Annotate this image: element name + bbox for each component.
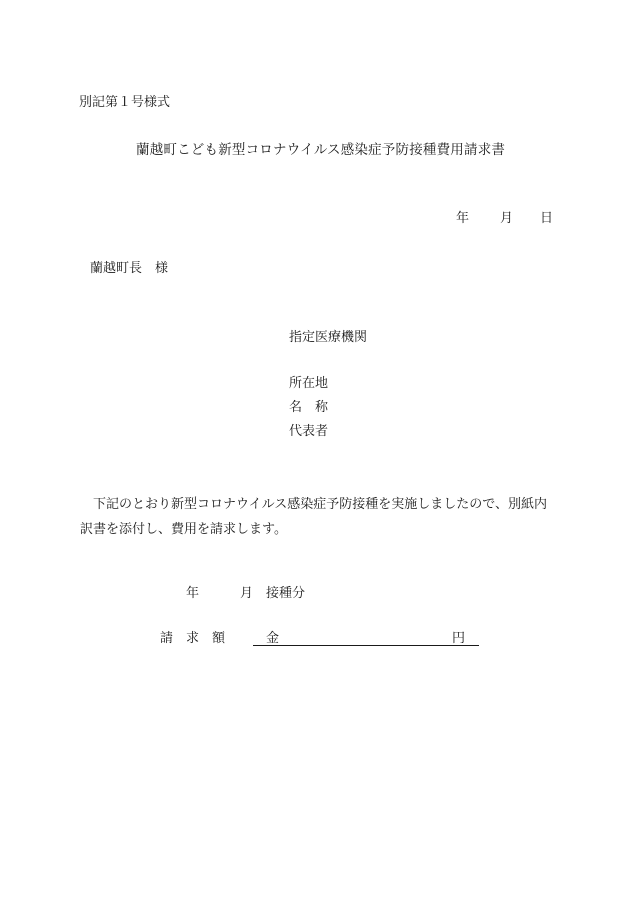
period-suffix: 接種分	[266, 586, 306, 601]
claim-amount-suffix: 円	[452, 631, 466, 646]
name-label: 名 称	[289, 400, 329, 415]
period-month-label: 月	[240, 586, 254, 601]
representative-label: 代表者	[289, 424, 329, 439]
addressee: 蘭越町長 様	[90, 261, 169, 276]
address-label: 所在地	[289, 376, 329, 391]
date-month-label: 月	[500, 211, 514, 226]
institution-heading: 指定医療機関	[289, 330, 368, 345]
claim-amount-underline	[253, 645, 479, 646]
claim-amount-label: 請 求 額	[160, 631, 226, 646]
date-day-label: 日	[540, 211, 554, 226]
document-title: 蘭越町こども新型コロナウイルス感染症予防接種費用請求書	[136, 142, 506, 158]
period-year-label: 年	[186, 586, 200, 601]
body-text: 下記のとおり新型コロナウイルス感染症予防接種を実施しましたので、別紙内訳書を添付し、費用を請求します。	[80, 497, 547, 537]
claim-amount-prefix: 金	[266, 631, 280, 646]
form-number: 別記第１号様式	[79, 95, 171, 110]
date-year-label: 年	[456, 211, 470, 226]
